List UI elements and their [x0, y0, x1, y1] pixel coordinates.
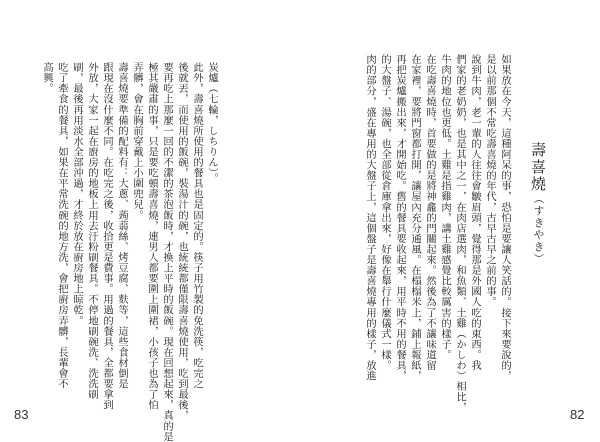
text-line: 的大盤子、湯碗，也全部從倉庫拿出來，好像在舉行什麼儀式一樣。	[379, 54, 391, 371]
text-line: 在吃壽喜燒時，首要做的是將神龕的門關起來。然後為了不讓味道留	[424, 54, 436, 371]
text-line: 極其嚴肅的事，只是要吃頓壽喜燒，連男人都要圍上圍裙，小孩子也為了怕	[146, 62, 158, 411]
text-line: 如果放在今天，這種阿呆的事，恐怕是要讓人笑話的。接下來要說的，	[499, 54, 511, 382]
text-line: 牛肉的地位也更低。土雞是指雞肉，講土雞感覺比較厲害的樣子。	[439, 54, 451, 360]
text-line: 再把炭爐搬出來，才開始吃。舊的餐具要收起來，用平時不用的餐具，	[394, 54, 406, 382]
text-line: 說到牛肉，老一輩的人往往會皺眉頭，覺得那是外國人吃的東西。我	[469, 54, 481, 371]
text-line: 吃了牽食的餐具，如果在平常洗碗的地方洗，會把廚房弄髒，長輩會不	[56, 62, 68, 390]
text-line: 跟現在沒什麼不同。在吃完之後，收拾更是費事。用過的餐具，全都要拿到	[101, 62, 113, 411]
text-line: 弄髒，會在胸前穿戴上小圍兜兒。	[131, 62, 143, 221]
page-number: 83	[14, 407, 29, 422]
chapter-title-reading: （すきやき）	[532, 193, 545, 265]
text-line: 此外，壽喜燒所使用的餐具也是固定的。筷子用竹製的免洗筷，吃完之	[191, 62, 203, 390]
text-line: 刷，最後再用淡水全部沖過，才終於放在廚房地上晾乾。	[71, 62, 83, 326]
text-line: 們家的老奶奶，也是其中之一，在肉店選肉，和魚類、土雞（かしわ）相比，	[454, 54, 466, 413]
chapter-title	[528, 142, 549, 265]
text-line: 壽喜燒要準備的配料有：大蔥、蒟蒻絲、烤豆腐、麩等，這些食材倒是	[116, 62, 128, 390]
right-page	[300, 0, 600, 439]
text-line: 炭爐（七輪，しちりん）。	[206, 62, 218, 184]
text-line: 是以前那個不常吃壽喜燒的年代，古早古早之前的事。	[484, 54, 496, 308]
page-number: 82	[570, 407, 585, 422]
text-line: 要再吃上那麼一回的不潔的茶泡飯時，才換上平時的飯碗。現在回想起來，真的是	[161, 62, 173, 442]
text-line: 肉的部分，盛在專用的大盤子上，這個盤子是壽喜燒專用的樣子，放進	[364, 54, 376, 382]
chapter-title-text: 壽喜燒	[529, 142, 547, 193]
text-line: 在家裡，要將門窗都打開，讓屋內充分通風。在榻榻米上，鋪上報紙，	[409, 54, 421, 382]
text-line: 高興。	[41, 62, 53, 94]
text-line: 外放，大家一起在廚房的地板上用去汙粉刷餐具。不停地刷碗洗、洗洗刷	[86, 62, 98, 400]
text-line: 後就丟，而使用的飯碗，裝湯汁的碗，也統統都僅限壽喜燒使用，吃到最後，	[176, 62, 188, 421]
